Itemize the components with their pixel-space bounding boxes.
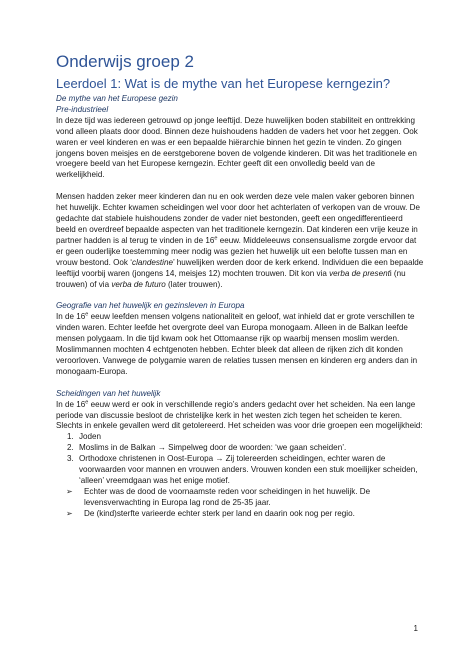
page-number: 1 <box>413 624 418 633</box>
paragraph-3: In de 16e eeuw leefden mensen volgens nationaliteit en geloof, wat inhield dat er grote verschillen te vinden waren. Echter leefde het overgrote deel van Europa monogaam. Alleen in de Balkan leefde mensen polygaam. In die tijd kwam ook het Ottomaanse rijk op waarbij mensen moslim werden. Moslimmannen mochten 4 echtgenoten hebben. Echter bleek dat alleen de rijken zich dit konden veroorloven. Vanwege de polygamie waren de relaties tussen mensen en kinderen erg anders dan in monogaam-Europa. <box>56 311 418 376</box>
list-item: 1. Joden <box>76 432 424 443</box>
list-item: 3. Orthodoxe christenen in Oost-Europa → Zij tolereerden scheidingen, echter waren de voorwaarden voor mannen en vrouwen anders. Vrouwen konden een stuk moeilijker scheiden, ‘alleen’ vreemdgaan was het enige motief. <box>76 454 424 487</box>
list-item: ➢ Echter was de dood de voornaamste reden voor scheidingen in het huwelijk. De levensverwachting in Europa lag rond de 25-35 jaar. <box>66 486 371 507</box>
subheading-european-family: De mythe van het Europese gezin <box>56 94 178 103</box>
paragraph-2: Mensen hadden zeker meer kinderen dan nu en ook werden deze vele malen vaker geboren binnen het huwelijk. Echter kwamen scheidingen wel voor door het achterlaten of verkopen van de vrouw. De gedachte dat stabiele huishoudens zonder de vader niet bestonden, geeft een ongedifferentieerd beeld en overdreef bepaalde aspecten van het traditionele kerngezin. Dat kinderen een vrije keuze in partner hadden is al terug te vinden in de 16e eeuw. Middeleeuws consensualisme zorgde ervoor dat er geen ouderlijke toestemming meer nodig was gezien het huwelijk uit een belofte tussen man en vrouw bestond. Ook ‘clandestine’ huwelijken werden door de kerk erkend. Individuen die een bepaalde leeftijd voorbij waren (jongens 14, meisjes 12) mochten trouwen. Dit kon via verba de presenti (nu trouwen) of via verba de futuro (later trouwen). <box>56 192 424 289</box>
subheading-geography: Geografie van het huwelijk en gezinsleven in Europa <box>56 301 245 311</box>
document-title: Onderwijs groep 2 <box>56 52 194 71</box>
paragraph-1: In deze tijd was iedereen getrouwd op jonge leeftijd. Deze huwelijken boden stabiliteit en onttrekking vond alleen plaats door dood. Binnen deze huishoudens hadden de vaders het voor het zeggen. Ook waren er veel kinderen en was er een bepaalde hiërarchie binnen het gezin te vinden. Zo gingen jongens boven meisjes en de eerstgeborene boven de volgende kinderen. Dit was het traditionele en vroegere beeld van het Europese kerngezin. Echter geeft dit een onvolledig beeld van de werkelijkheid. <box>56 115 418 180</box>
bullet-list <box>56 487 424 520</box>
arrow-bullet-icon: ➢ <box>66 486 73 496</box>
list-item: 2. Moslims in de Balkan → Simpelweg door de woorden: ‘we gaan scheiden’. <box>76 443 424 454</box>
section-heading: Leerdoel 1: Wat is de mythe van het Europese kerngezin? <box>56 76 391 91</box>
arrow-bullet-icon: ➢ <box>66 508 73 518</box>
list-item: ➢ De (kind)sterfte varieerde echter sterk per land en daarin ook nog per regio. <box>66 508 355 518</box>
paragraph-4: In de 16e eeuw werd er ook in verschillende regio’s anders gedacht over het scheiden. Na een lange periode van discussie besloot de christelijke kerk in het westen zich tegen het scheiden te keren. Slechts in enkele gevallen werd dit getolereerd. Het scheiden was voor drie groepen een mogelijkheid: <box>56 398 423 431</box>
subheading-preindustrial: Pre-industrieel <box>56 104 109 114</box>
subheading-divorce: Scheidingen van het huwelijk <box>56 388 161 398</box>
divorce-groups-list <box>56 432 424 487</box>
document-page <box>56 52 424 520</box>
